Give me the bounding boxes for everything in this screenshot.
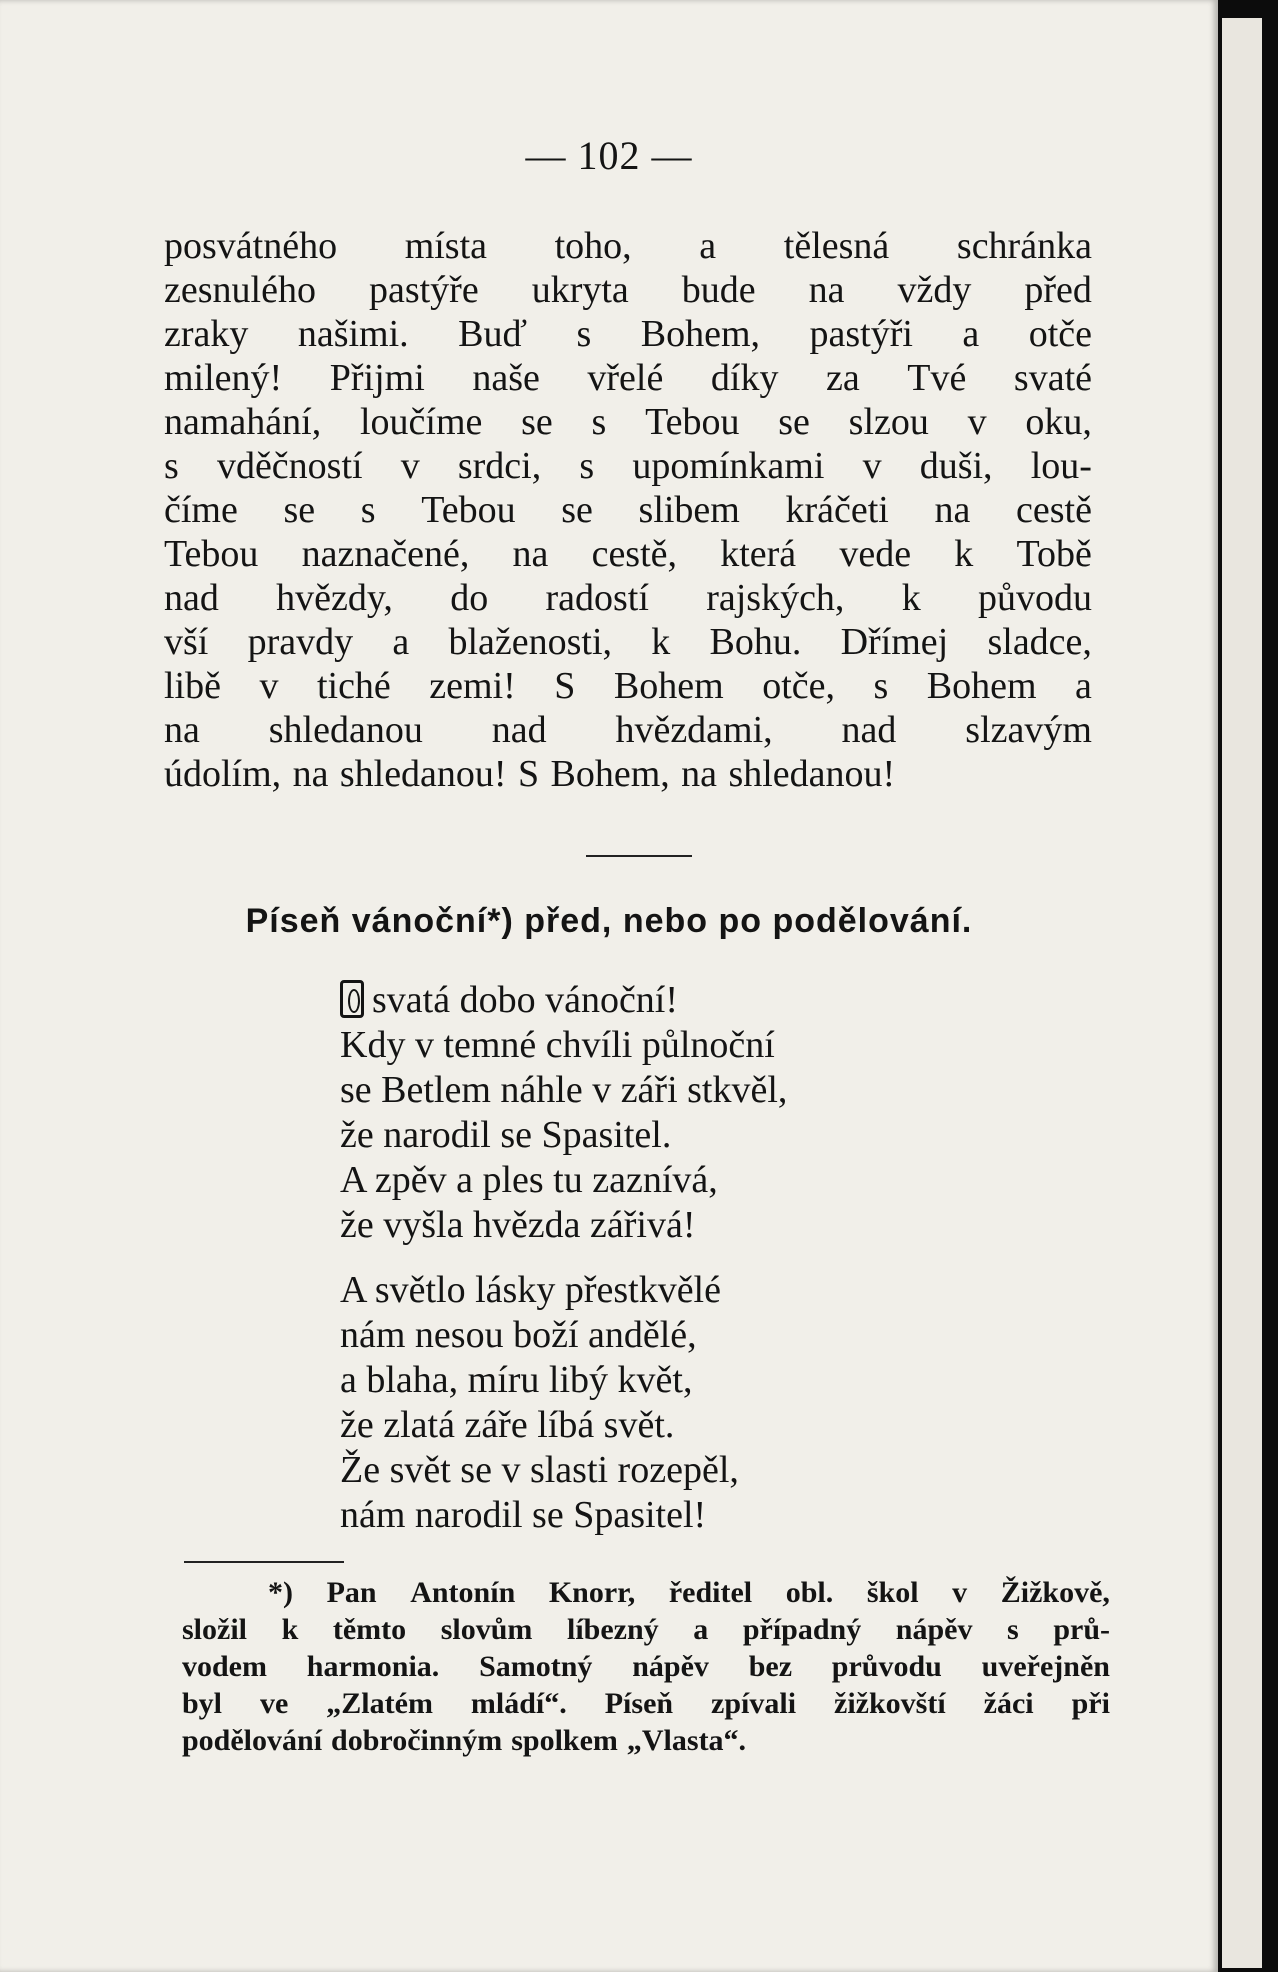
verse-line: že narodil se Spasitel.	[340, 1114, 672, 1156]
word: Samotný	[479, 1650, 593, 1683]
prose-line	[164, 312, 1092, 356]
stanza-2	[340, 1268, 739, 1538]
word: zpívali	[711, 1687, 797, 1720]
word: před	[1024, 269, 1092, 311]
next-page-edge	[1222, 18, 1262, 1968]
word: rajských,	[706, 577, 845, 619]
word: s	[873, 665, 889, 707]
word: za	[826, 357, 860, 399]
word: tělesná	[783, 225, 890, 267]
verse-line: A zpěv a ples tu zaznívá,	[340, 1159, 718, 1201]
word: škol	[866, 1576, 919, 1609]
word: naše	[472, 357, 540, 399]
word: vodem	[182, 1650, 267, 1683]
word: „Zlatém	[326, 1687, 433, 1720]
word: se	[561, 489, 593, 531]
word: a	[962, 313, 980, 355]
word: Bohu.	[709, 621, 802, 663]
footnote-divider	[184, 1561, 344, 1563]
word: při	[1071, 1687, 1110, 1720]
word: Buď	[458, 313, 528, 355]
word: původu	[978, 577, 1092, 619]
word: Pan	[326, 1576, 377, 1609]
word: byl	[182, 1687, 223, 1720]
word: Antonín	[410, 1576, 516, 1609]
word: *)	[268, 1576, 293, 1609]
word: k	[901, 577, 921, 619]
word: podělování	[182, 1724, 323, 1757]
section-divider	[586, 855, 692, 857]
word: duši,	[919, 445, 993, 487]
word: pastýři	[809, 313, 913, 355]
word: cestě	[1015, 489, 1092, 531]
word: vřelé	[587, 357, 664, 399]
prose-line	[164, 664, 1092, 708]
decorated-initial-icon	[340, 980, 364, 1018]
word: nápěv	[895, 1613, 973, 1646]
word: pastýře	[368, 269, 479, 311]
word: spolkem	[511, 1724, 618, 1757]
word: údolím,	[164, 753, 282, 795]
prose-line	[164, 488, 1092, 532]
word: na	[164, 709, 200, 751]
word: ukryta	[531, 269, 629, 311]
word: kráčeti	[785, 489, 889, 531]
prose-line	[164, 532, 1092, 576]
verse-line: A světlo lásky přestkvělé	[340, 1269, 721, 1311]
word: pravdy	[247, 621, 354, 663]
verse-line: Že svět se v slasti rozepěl,	[340, 1449, 739, 1491]
word: blaženosti,	[448, 621, 613, 663]
verse-line-text: svatá dobo vánoční!	[372, 979, 679, 1021]
word: vděčností	[216, 445, 363, 487]
word: Bohem	[613, 665, 724, 707]
word: díky	[710, 357, 779, 399]
word: se	[521, 401, 553, 443]
word: otče	[1028, 313, 1092, 355]
word: na	[512, 533, 549, 575]
word: shledanou	[268, 709, 423, 751]
word: slzou	[848, 401, 929, 443]
word: tiché	[316, 665, 391, 707]
word: s	[360, 489, 376, 531]
word: k	[954, 533, 974, 575]
word: Tebou	[645, 401, 740, 443]
word: na	[934, 489, 971, 531]
word: s	[164, 445, 179, 487]
word: radostí	[545, 577, 649, 619]
word: harmonia.	[306, 1650, 440, 1683]
word: zesnulého	[164, 269, 316, 311]
word: Bohem	[926, 665, 1037, 707]
word: hvězdami,	[615, 709, 773, 751]
word: v	[967, 401, 987, 443]
word: žižkovští	[834, 1687, 946, 1720]
footnote-line	[182, 1611, 1110, 1648]
word: s	[1007, 1613, 1019, 1646]
word: do	[450, 577, 489, 619]
word: oku,	[1025, 401, 1092, 443]
word: na	[292, 753, 329, 795]
word: schránka	[956, 225, 1092, 267]
prose-line	[164, 400, 1092, 444]
footnote-line	[182, 1685, 1110, 1722]
word: s	[591, 401, 607, 443]
word: nápěv	[632, 1650, 709, 1683]
footnote-line	[182, 1574, 1110, 1611]
word: nad	[841, 709, 897, 751]
word: Tebou	[164, 533, 259, 575]
word: v	[259, 665, 279, 707]
word: shledanou!	[339, 753, 507, 795]
verse-line: že zlatá záře líbá svět.	[340, 1404, 675, 1446]
word: loučíme	[359, 401, 483, 443]
prose-line	[164, 576, 1092, 620]
word: žáci	[983, 1687, 1034, 1720]
word: a	[693, 1613, 709, 1646]
prose-line	[164, 708, 1092, 752]
word: uveřejněn	[981, 1650, 1110, 1683]
word: mládí“.	[470, 1687, 567, 1720]
word: Tvé	[907, 357, 967, 399]
verse-line: Kdy v temné chvíli půlnoční	[340, 1024, 775, 1066]
word: cestě,	[591, 533, 678, 575]
footnote	[182, 1574, 1110, 1759]
word: obl.	[785, 1576, 834, 1609]
verse-line: se Betlem náhle v záři stkvěl,	[340, 1069, 788, 1111]
word: s	[579, 445, 595, 487]
prose-line	[164, 752, 1092, 796]
word: případný	[742, 1613, 862, 1646]
word: lou-	[1030, 445, 1092, 487]
word: na	[681, 753, 718, 795]
word: bude	[681, 269, 756, 311]
word: naznačené,	[301, 533, 470, 575]
word: vší	[164, 621, 209, 663]
word: prů-	[1053, 1613, 1110, 1646]
word: dobročinným	[331, 1724, 503, 1757]
word: a	[1075, 665, 1092, 707]
prose-line	[164, 620, 1092, 664]
word: „Vlasta“.	[626, 1724, 747, 1757]
word: v	[862, 445, 882, 487]
word: svaté	[1013, 357, 1092, 399]
footnote-line	[182, 1722, 1110, 1759]
word: ředitel	[668, 1576, 753, 1609]
word: S	[554, 665, 576, 707]
word: Bohem,	[550, 753, 670, 795]
prose-paragraph	[164, 224, 1092, 796]
word: a	[392, 621, 410, 663]
word: upomínkami	[632, 445, 825, 487]
word: průvodu	[831, 1650, 942, 1683]
word: Tobě	[1016, 533, 1092, 575]
word: na	[808, 269, 845, 311]
word: milený!	[164, 357, 283, 399]
word: S	[517, 753, 540, 795]
word: vede	[839, 533, 912, 575]
word: slibem	[638, 489, 740, 531]
word: Přijmi	[329, 357, 425, 399]
word: která	[720, 533, 797, 575]
footnote-line	[182, 1648, 1110, 1685]
word: namahání,	[164, 401, 322, 443]
word: místa	[404, 225, 488, 267]
word: libě	[164, 665, 221, 707]
word: se	[778, 401, 810, 443]
word: nad	[491, 709, 547, 751]
prose-line	[164, 444, 1092, 488]
word: k	[281, 1613, 299, 1646]
word: hvězdy,	[276, 577, 393, 619]
word: Tebou	[421, 489, 516, 531]
word: shledanou!	[728, 753, 896, 795]
song-title: Píseň vánoční*) před, nebo po podělování.	[245, 902, 973, 940]
word: s	[576, 313, 592, 355]
prose-line	[164, 356, 1092, 400]
page-number: — 102 —	[525, 133, 693, 178]
word: a	[699, 225, 717, 267]
word: číme	[164, 489, 238, 531]
word: zraky	[164, 313, 249, 355]
word: Píseň	[604, 1687, 674, 1720]
word: otče,	[762, 665, 835, 707]
verse-line: že vyšla hvězda zářivá!	[340, 1204, 696, 1246]
word: líbezný	[566, 1613, 659, 1646]
verse-line: a blaha, míru libý květ,	[340, 1359, 693, 1401]
word: našimi.	[297, 313, 409, 355]
word: Žižkově,	[1000, 1576, 1110, 1609]
word: v	[400, 445, 420, 487]
prose-line	[164, 224, 1092, 268]
word: Knorr,	[548, 1576, 636, 1609]
verse-line: nám nesou boží andělé,	[340, 1314, 697, 1356]
stanza-1	[340, 978, 787, 1248]
prose-line	[164, 268, 1092, 312]
word: slzavým	[965, 709, 1092, 751]
word: slovům	[440, 1613, 533, 1646]
word: sladce,	[987, 621, 1092, 663]
word: k	[651, 621, 671, 663]
word: srdci,	[457, 445, 542, 487]
word: nad	[164, 577, 219, 619]
word: Dřímej	[840, 621, 949, 663]
word: v	[952, 1576, 968, 1609]
word: toho,	[554, 225, 632, 267]
word: se	[283, 489, 316, 531]
word: zemi!	[429, 665, 516, 707]
word: bez	[748, 1650, 793, 1683]
word: těmto	[332, 1613, 407, 1646]
verse-line: nám narodil se Spasitel!	[340, 1494, 707, 1536]
word: posvátného	[164, 225, 338, 267]
word: složil	[182, 1613, 247, 1646]
word: vždy	[897, 269, 972, 311]
word: Bohem,	[640, 313, 761, 355]
word: ve	[260, 1687, 289, 1720]
verse-line	[340, 978, 787, 1023]
